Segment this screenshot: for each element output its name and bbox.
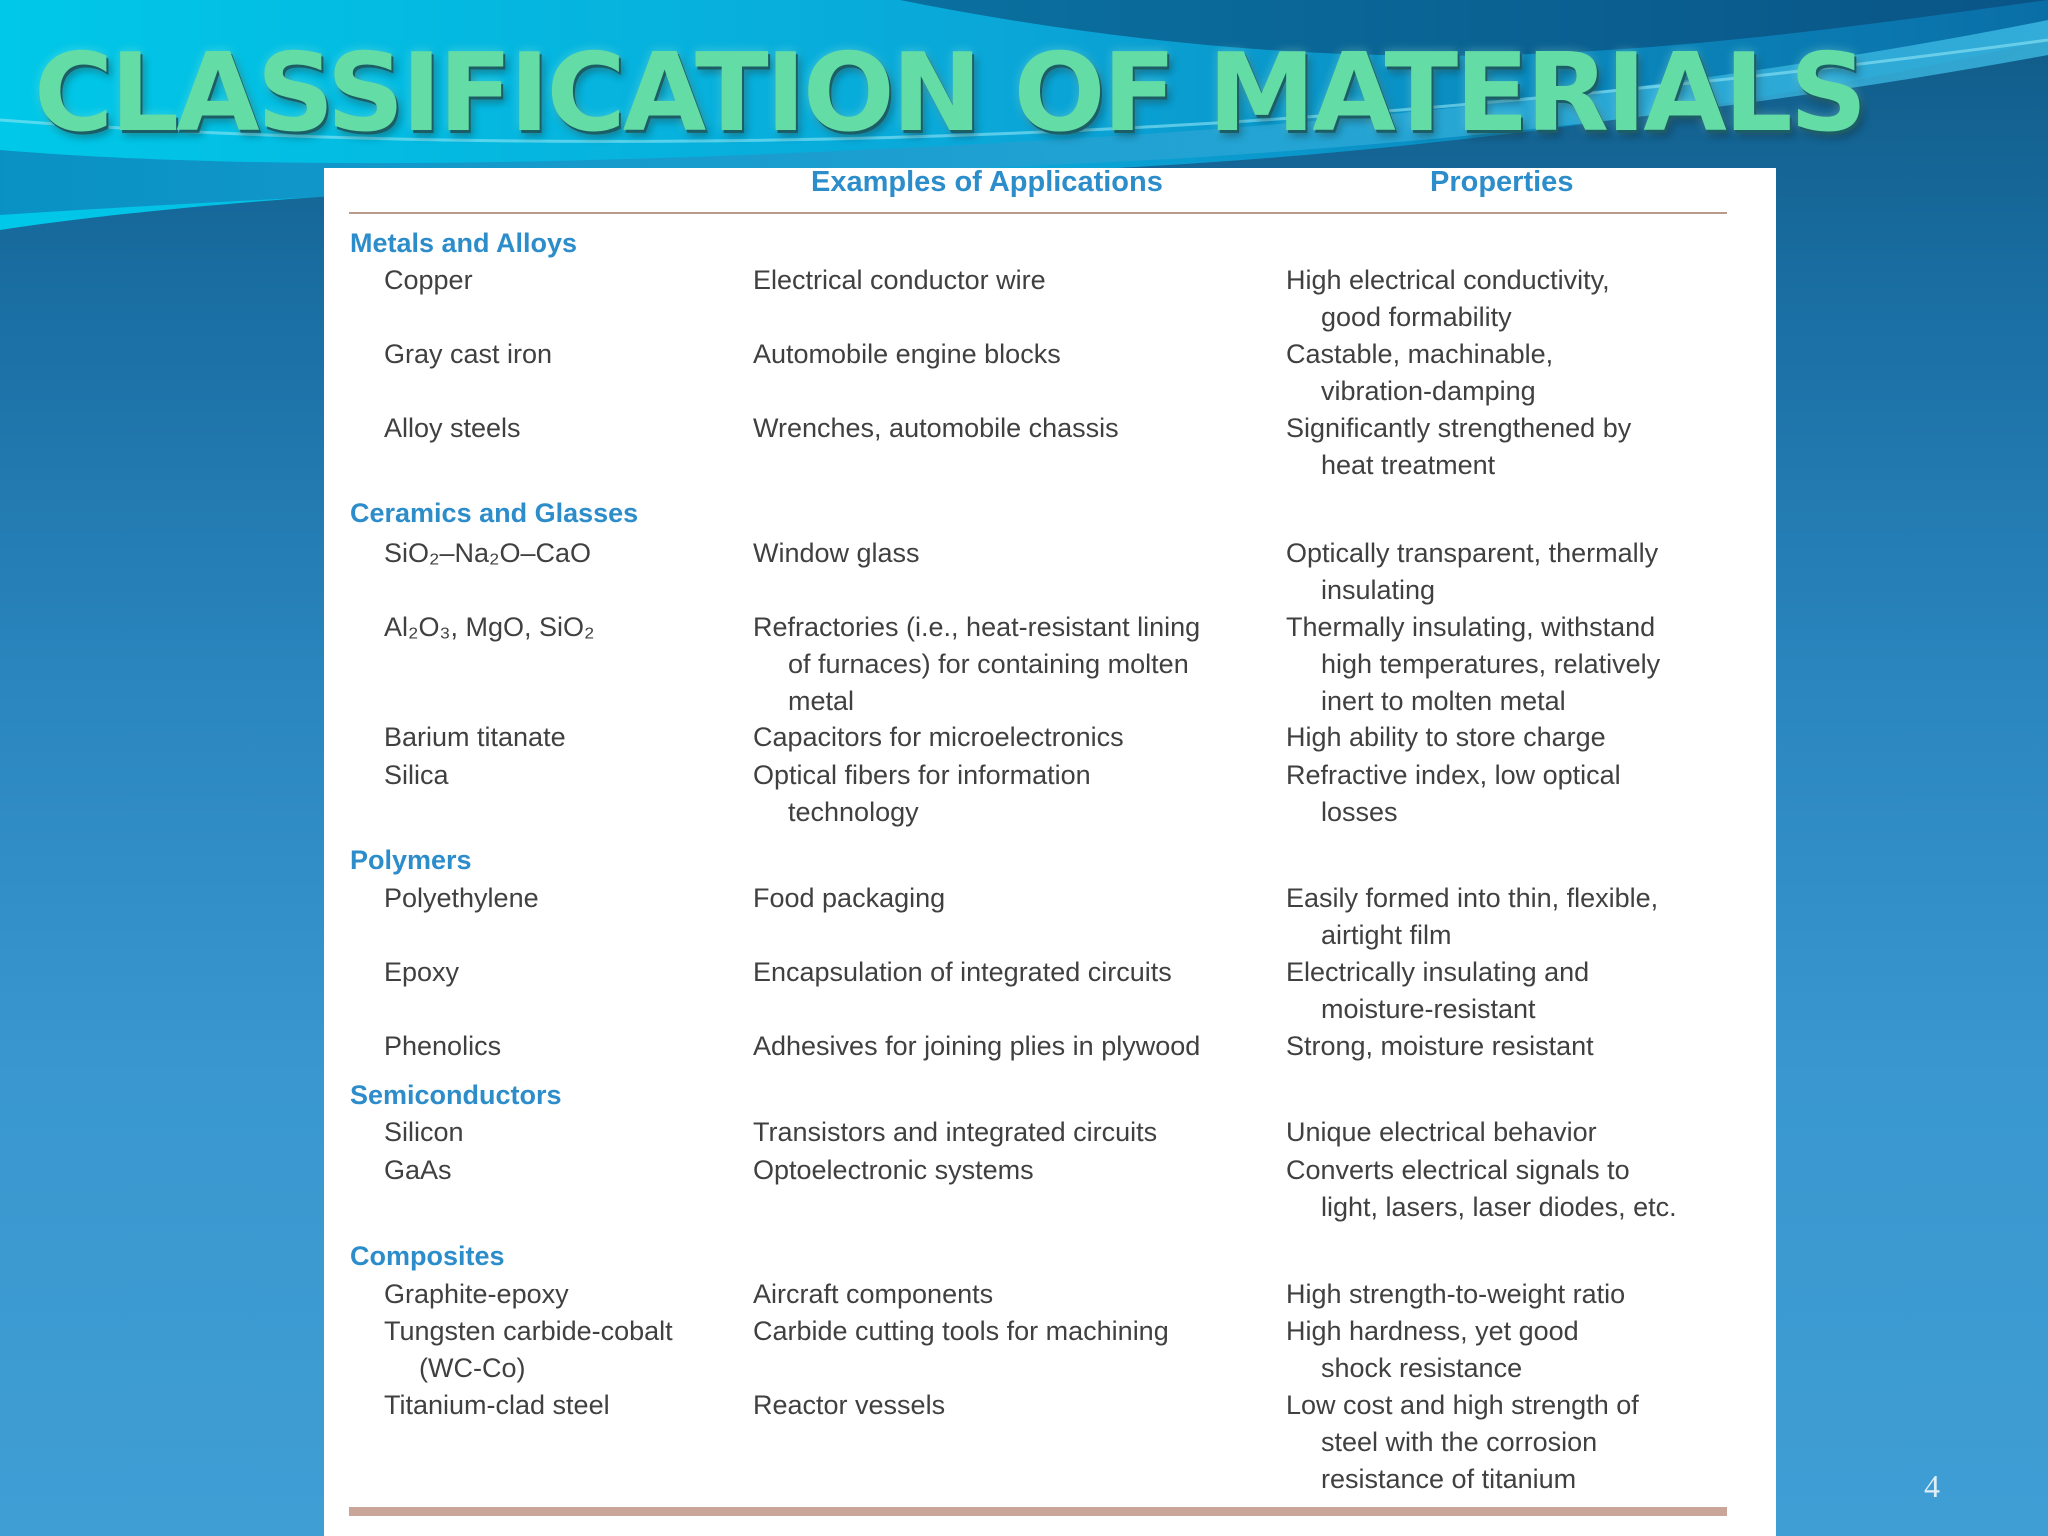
application-text: Transistors and integrated circuits (753, 1117, 1158, 1147)
category-heading: Metals and Alloys (350, 228, 578, 258)
material-name: Phenolics (384, 1031, 502, 1061)
category-heading: Semiconductors (350, 1080, 562, 1110)
header-rule (349, 212, 1727, 214)
properties-text: Strong, moisture resistant (1286, 1031, 1594, 1061)
material-name: Silica (384, 760, 449, 790)
application-line: metal (788, 686, 855, 716)
properties-line: losses (1321, 797, 1398, 827)
page-number: 4 (1924, 1468, 1940, 1504)
properties-text (1286, 757, 1621, 831)
properties-text (1286, 336, 1553, 410)
material-name: Epoxy (384, 957, 460, 987)
material-name: Gray cast iron (384, 339, 553, 369)
properties-line: heat treatment (1321, 450, 1496, 480)
table-bottom-rule (349, 1507, 1727, 1516)
properties-text (1286, 262, 1610, 336)
material-name (384, 1313, 673, 1387)
properties-line: vibration-damping (1321, 376, 1536, 406)
application-text: Encapsulation of integrated circuits (753, 957, 1172, 987)
application-line: technology (788, 797, 919, 827)
application-text: Carbide cutting tools for machining (753, 1316, 1169, 1346)
slide-title: CLASSIFICATION OF MATERIALS (34, 31, 1865, 156)
properties-text: High strength-to-weight ratio (1286, 1279, 1626, 1309)
properties-text (1286, 1152, 1677, 1226)
column-header-applications: Examples of Applications (811, 166, 1163, 198)
properties-text (1286, 535, 1658, 609)
application-text: Electrical conductor wire (753, 265, 1046, 295)
properties-text (1286, 609, 1660, 720)
properties-line: High hardness, yet good (1286, 1316, 1579, 1346)
material-name: Silicon (384, 1117, 464, 1147)
properties-line: Easily formed into thin, flexible, (1286, 883, 1659, 913)
application-line: of furnaces) for containing molten (788, 649, 1189, 679)
category-heading: Ceramics and Glasses (350, 498, 639, 528)
material-name: Titanium-clad steel (384, 1390, 610, 1420)
properties-text: High ability to store charge (1286, 722, 1606, 752)
properties-line: high temperatures, relatively (1321, 649, 1661, 679)
application-line: Optical fibers for information (753, 760, 1091, 790)
material-name: GaAs (384, 1155, 452, 1185)
application-text: Capacitors for microelectronics (753, 722, 1124, 752)
material-line: (WC-Co) (419, 1353, 526, 1383)
application-text (753, 757, 1091, 831)
material-name: SiO₂–Na₂O–CaO (384, 538, 592, 568)
application-text: Optoelectronic systems (753, 1155, 1034, 1185)
properties-line: light, lasers, laser diodes, etc. (1321, 1192, 1677, 1222)
material-name: Barium titanate (384, 722, 566, 752)
material-name: Alloy steels (384, 413, 521, 443)
application-text (753, 609, 1200, 720)
application-text: Adhesives for joining plies in plywood (753, 1031, 1201, 1061)
properties-line: inert to molten metal (1321, 686, 1566, 716)
properties-line: Castable, machinable, (1286, 339, 1554, 369)
material-line: Tungsten carbide-cobalt (384, 1316, 673, 1346)
properties-text (1286, 1313, 1579, 1387)
properties-text (1286, 880, 1658, 954)
properties-line: resistance of titanium (1321, 1464, 1577, 1494)
application-text: Automobile engine blocks (753, 339, 1061, 369)
properties-line: airtight film (1321, 920, 1452, 950)
properties-text (1286, 410, 1631, 484)
material-name: Graphite-epoxy (384, 1279, 569, 1309)
properties-line: Electrically insulating and (1286, 957, 1590, 987)
properties-line: good formability (1321, 302, 1512, 332)
properties-line: Converts electrical signals to (1286, 1155, 1630, 1185)
column-header-properties: Properties (1430, 166, 1574, 198)
application-text: Aircraft components (753, 1279, 994, 1309)
category-heading: Polymers (350, 845, 472, 875)
material-name: Copper (384, 265, 473, 295)
properties-line: moisture-resistant (1321, 994, 1536, 1024)
application-text: Wrenches, automobile chassis (753, 413, 1119, 443)
properties-line: Refractive index, low optical (1286, 760, 1621, 790)
properties-line: Low cost and high strength of (1286, 1390, 1639, 1420)
application-text: Food packaging (753, 883, 946, 913)
application-line: Refractories (i.e., heat-resistant lining (753, 612, 1201, 642)
properties-line: Optically transparent, thermally (1286, 538, 1659, 568)
application-text: Window glass (753, 538, 920, 568)
properties-line: shock resistance (1321, 1353, 1523, 1383)
material-name: Polyethylene (384, 883, 539, 913)
properties-line: Thermally insulating, withstand (1286, 612, 1656, 642)
properties-line: Significantly strengthened by (1286, 413, 1632, 443)
material-name: Al₂O₃, MgO, SiO₂ (384, 612, 595, 642)
application-text: Reactor vessels (753, 1390, 946, 1420)
category-heading: Composites (350, 1241, 505, 1271)
properties-text (1286, 1387, 1639, 1498)
properties-text (1286, 954, 1589, 1028)
properties-line: steel with the corrosion (1321, 1427, 1598, 1457)
properties-text: Unique electrical behavior (1286, 1117, 1597, 1147)
properties-line: High electrical conductivity, (1286, 265, 1610, 295)
properties-line: insulating (1321, 575, 1436, 605)
